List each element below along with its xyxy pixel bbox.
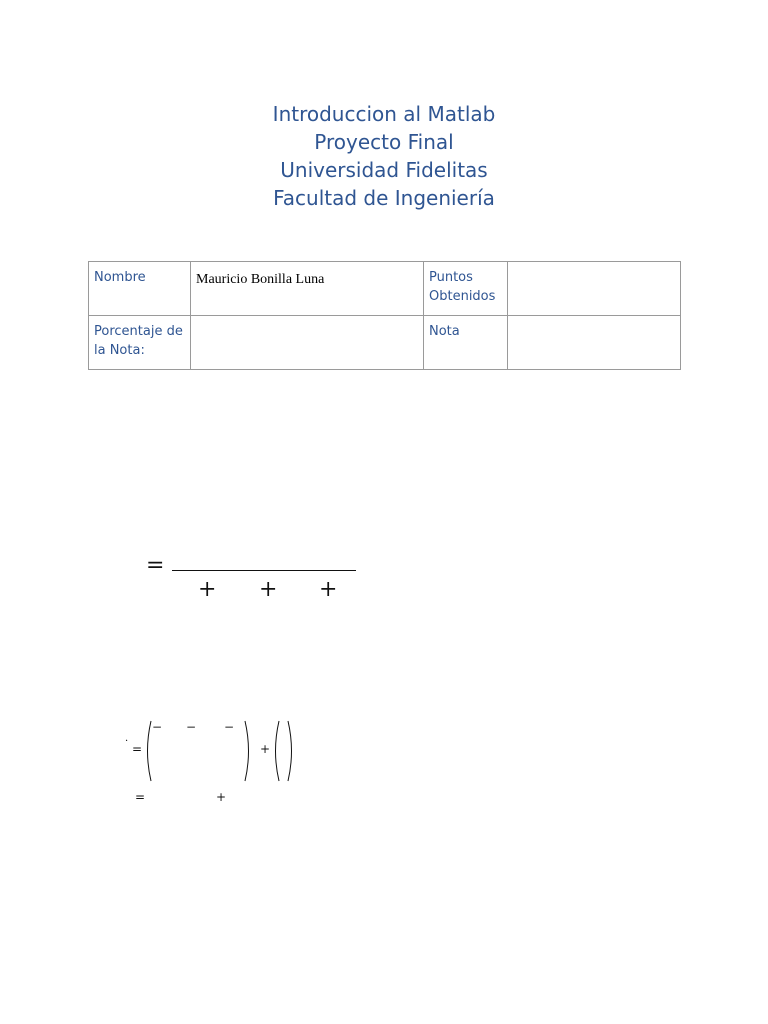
puntos-value bbox=[513, 268, 675, 270]
table-row bbox=[89, 316, 681, 370]
project-title: Proyecto Final bbox=[314, 130, 454, 154]
nota-value-cell bbox=[508, 316, 681, 370]
nombre-value-cell bbox=[191, 262, 424, 316]
nombre-label: Nombre bbox=[94, 270, 146, 285]
nota-label: Nota bbox=[429, 324, 460, 339]
vector-left-paren bbox=[272, 720, 280, 782]
nota-value bbox=[513, 322, 675, 324]
puntos-value-cell bbox=[508, 262, 681, 316]
matrix-minus-sign: − bbox=[186, 720, 197, 734]
matrix-minus-sign: − bbox=[152, 720, 163, 734]
equation2-dot: · bbox=[125, 736, 129, 747]
university-name: Universidad Fidelitas bbox=[280, 158, 488, 182]
equation1-fraction-bar bbox=[172, 570, 356, 571]
equation2-plus-sign: + bbox=[260, 742, 271, 756]
table-row bbox=[89, 262, 681, 316]
matrix-minus-sign: − bbox=[224, 720, 235, 734]
puntos-label: Puntos Obtenidos bbox=[429, 270, 496, 304]
faculty-name: Facultad de Ingeniería bbox=[273, 186, 495, 210]
nombre-label-cell bbox=[89, 262, 191, 316]
matrix-left-paren bbox=[144, 720, 152, 782]
vector-right-paren bbox=[287, 720, 295, 782]
equation1-plus-sign: + bbox=[198, 577, 217, 602]
document-header bbox=[0, 100, 768, 212]
porcentaje-label-cell bbox=[89, 316, 191, 370]
porcentaje-value bbox=[196, 322, 418, 324]
course-title: Introduccion al Matlab bbox=[272, 102, 496, 126]
matrix-right-paren bbox=[244, 720, 252, 782]
nota-label-cell bbox=[424, 316, 508, 370]
porcentaje-value-cell bbox=[191, 316, 424, 370]
porcentaje-label: Porcentaje de la Nota: bbox=[94, 324, 183, 358]
equation3-equals-sign: = bbox=[135, 790, 146, 804]
equation3-plus-sign: + bbox=[216, 790, 227, 804]
puntos-label-cell bbox=[424, 262, 508, 316]
equation1-plus-sign: + bbox=[319, 577, 338, 602]
student-info-table bbox=[88, 261, 681, 370]
equation1-equals-sign: = bbox=[146, 553, 165, 578]
equation2-equals-sign: = bbox=[132, 742, 143, 756]
equation1-plus-sign: + bbox=[259, 577, 278, 602]
nombre-value: Mauricio Bonilla Luna bbox=[196, 272, 325, 287]
